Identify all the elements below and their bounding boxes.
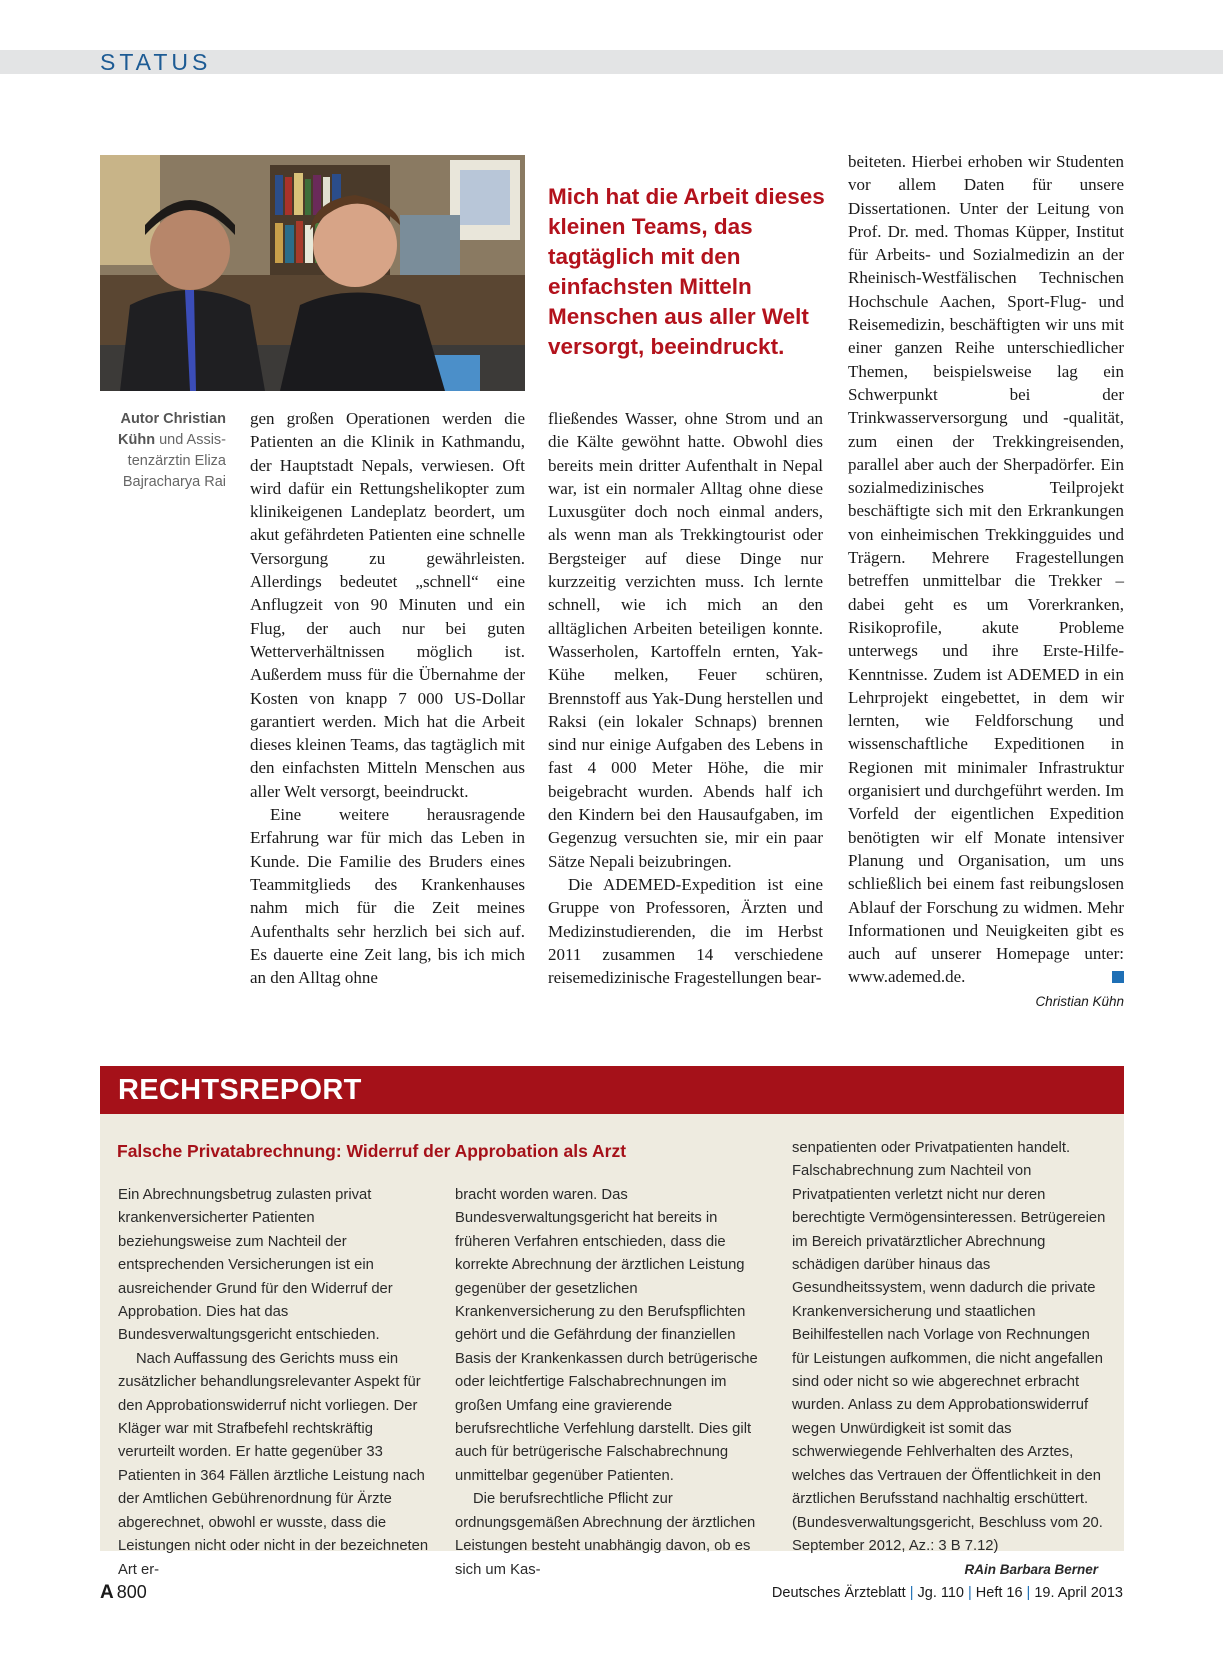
article-column-2 xyxy=(548,407,823,989)
rechtsreport-column-3 xyxy=(792,1137,1110,1582)
pull-quote: Mich hat die Arbeit dieses kleinen Teams, das tagtäglich mit den einfachsten Mitteln Menschen aus aller Welt versorgt, beeindruckt. xyxy=(548,184,825,359)
rechtsreport-column-1 xyxy=(118,1184,430,1582)
separator: | xyxy=(968,1585,972,1601)
separator: | xyxy=(1026,1585,1031,1601)
article-column-3 xyxy=(848,150,1124,989)
journal-volume: Jg. 110 xyxy=(917,1585,964,1601)
page-number-value: 800 xyxy=(116,1582,147,1602)
paragraph: Nach Auffassung des Gerichts muss ein zusätzlicher behandlungsrelevanter Aspekt für den Approbationswiderruf nicht vorliegen. Der Kläger war mit Strafbefehl rechtskräftig verurteilt worden. Er hatte gegenüber 33 Patienten in 364 Fällen ärztliche Leistung nach der Amtlichen Gebührenordnung für Ärzte abgerechnet, obwohl er wusste, dass die Leistungen nicht oder nicht in der bezeichneten Art er- xyxy=(118,1350,429,1578)
caption-text: und Assis-tenzärztin Eliza Bajracharya Rai xyxy=(122,432,226,490)
paragraph-text: beiteten. Hierbei erhoben wir Studenten vor allem Daten für unsere Dissertationen. Unter der Leitung von Prof. Dr. med. Thomas Küpper, Institut für Arbeits- und Sozialmedizin an der Rheinisch-Westfälischen Technischen Hochschule Aachen, Sport-Flug- und Reisemedizin, beschäftigten wir uns mit einer ganzen Reihe unterschiedlicher Themen, beispielsweise lag ein Schwerpunkt bei der Trinkwasserversorgung und -qualität, zum einen der Trekkingreisenden, parallel aber auch der Sherpadörfer. Ein sozialmedizinisches Teilprojekt beschäftigte sich mit den Erkrankungen von einheimischen Trekkingguides und Trägern. Mehrere Fragestellungen betreffen unmittelbar die Trekker – dabei geht es um Vorerkranken, Risikoprofile, akute Probleme unterwegs und ihre Erste-Hilfe-Kenntnisse. Zudem ist ADEMED in ein Lehrprojekt eingebettet, in dem wir lernten, wie Feldforschung und wissenschaftliche Expeditionen in Regionen mit minimaler Infrastruktur organisiert und durchgeführt werden. Im Vorfeld der eigentlichen Expedition benötigten wir elf Monate intensiver Planung und Organisation, um uns schließlich bei einem fast reibungslosen Ablauf der Forschung zu widmen. Mehr Informationen und Neuigkeiten gibt es auch auf unserer Homepage unter: www.ademed.de. xyxy=(848,152,1124,987)
rechtsreport-column-2 xyxy=(455,1184,770,1582)
journal-info xyxy=(772,1585,1123,1601)
separator: | xyxy=(909,1585,914,1601)
caption-name: Autor Christian Kühn xyxy=(118,411,226,448)
rechtsreport-author: RAin Barbara Berner xyxy=(964,1562,1098,1578)
photo-caption xyxy=(96,409,226,493)
journal-issue: Heft 16 xyxy=(975,1585,1023,1601)
page-number xyxy=(100,1582,147,1604)
page-prefix: A xyxy=(100,1582,114,1603)
paragraph: Die berufsrechtliche Pflicht zur ordnungsgemäßen Abrechnung der ärztlichen Leistungen besteht unabhängig davon, ob es sich um Kas- xyxy=(455,1491,756,1578)
paragraph-text: senpatienten oder Privatpatienten handelt. Falschabrechnung zum Nachteil von Privatpatienten verletzt nicht nur deren berechtigte Vermögensinteressen. Betrügereien im Bereich privatärztlicher Abrechnung schädigen darüber hinaus das Gesundheitssystem, wenn dadurch die private Krankenversicherung und staatlichen Beihilfestellen nach Vorlage von Rechnungen für Leistungen aufkommen, die nicht angefallen sind oder nicht so wie abgerechnet erbracht wurden. Anlass zu dem Approbationswiderruf wegen Unwürdigkeit ist somit das schwerwiegende Fehlverhalten des Arztes, welches das Vertrauen der Öffentlichkeit in den ärztlichen Berufsstand nachhaltig erschüttert. (Bundesverwaltungsgericht, Beschluss vom 20. September 2012, Az.: 3 B 7.12) xyxy=(792,1140,1106,1554)
paragraph: gen großen Operationen werden die Patienten an die Klinik in Kathmandu, der Hauptstadt Nepals, verwiesen. Oft wird dafür ein Rettungshelikopter zum klinikeigenen Landeplatz beordert, um akut gefährdeten Patienten eine schnelle Versorgung zu gewährleisten. Allerdings bedeutet „schnell“ eine Anflugzeit von 90 Minuten und ein Flug, der auch nur bei guten Wetterverhältnissen möglich ist. Außerdem muss für die Übernahme der Kosten von knapp 7 000 US-Dollar garantiert werden. Mich hat die Arbeit dieses kleinen Teams, das tagtäglich mit den einfachsten Mitteln Menschen aus aller Welt versorgt, beeindruckt. xyxy=(250,409,525,801)
journal-name: Deutsches Ärzteblatt xyxy=(771,1585,906,1601)
journal-date: 19. April 2013 xyxy=(1034,1585,1123,1601)
paragraph: fließendes Wasser, ohne Strom und an die Kälte gewöhnt hatte. Obwohl dies bereits mein dritter Aufenthalt in Nepal war, ist ein normaler Alltag ohne diese Luxusgüter doch noch einmal anders, als wenn man als Trekkingtourist oder Bergsteiger auf diese Dinge nur kurzzeitig verzichten muss. Ich lernte schnell, wie ich mich an den alltäglichen Arbeiten beteiligen konnte. Wasserholen, Kartoffeln ernten, Yak-Kühe melken, Feuer schüren, Brennstoff aus Yak-Dung herstellen und Raksi (ein lokaler Schnaps) brennen sind nur einige Aufgaben des Lebens in fast 4 000 Meter Höhe, die mir beigebracht wurden. Abends half ich den Kindern bei den Hausaufgaben, im Gegenzug versuchten sie, mir ein paar Sätze Nepali beizubringen. xyxy=(548,409,823,871)
article-photo xyxy=(100,155,525,391)
end-mark-icon xyxy=(1112,971,1124,983)
paragraph: Die ADEMED-Expedition ist eine Gruppe von Professoren, Ärzten und Medizinstudierenden, die im Herbst 2011 zusammen 14 verschiedene reisemedizinische Fragestellungen bear- xyxy=(548,874,823,988)
article-column-1 xyxy=(250,407,525,989)
rechtsreport-title: RECHTSREPORT xyxy=(118,1074,362,1106)
paragraph xyxy=(848,150,1124,989)
section-label: STATUS xyxy=(100,49,212,75)
paragraph xyxy=(792,1137,1110,1578)
paragraph: Eine weitere herausragende Erfahrung war für mich das Leben in Kunde. Die Familie des Bruders eines Teammitglieds des Krankenhauses nahm mich für die Zeit meines Aufenthalts sehr herzlich bei sich auf. Es dauerte eine Zeit lang, bis ich mich an den Alltag ohne xyxy=(250,805,525,988)
rechtsreport-headline: Falsche Privatabrechnung: Widerruf der Approbation als Arzt xyxy=(117,1141,627,1161)
article-author: Christian Kühn xyxy=(1035,994,1124,1009)
paragraph: Ein Abrechnungsbetrug zulasten privat krankenversicherter Patienten beziehungsweise zum Nachteil der entsprechenden Versicherungen ist ein ausreichender Grund für den Widerruf der Approbation. Dies hat das Bundesverwaltungsgericht entschieden. xyxy=(118,1187,393,1344)
paragraph: bracht worden waren. Das Bundesverwaltungsgericht hat bereits in früheren Verfahren entschieden, dass die korrekte Abrechnung der ärztlichen Leistung gegenüber der gesetzlichen Krankenversicherung zu den Berufspflichten gehört und die Gefährdung der finanziellen Basis der Krankenkassen durch betrügerische oder leichtfertige Falschabrechnungen im großen Umfang eine gravierende berufsrechtliche Verfehlung darstellt. Dies gilt auch für betrügerische Falschabrechnung unmittelbar gegenüber Patienten. xyxy=(455,1187,758,1484)
